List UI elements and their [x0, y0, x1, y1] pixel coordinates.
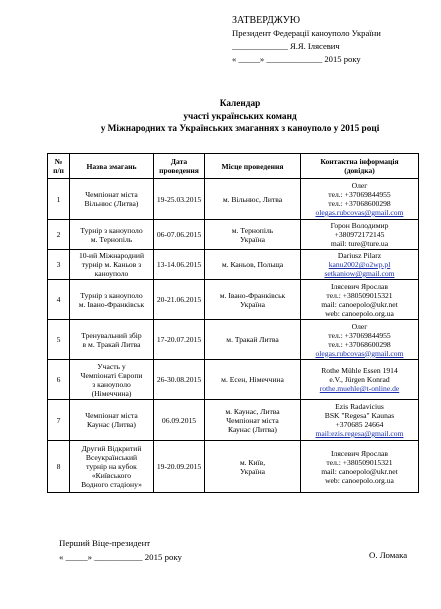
text-line: м. Київ,	[239, 457, 266, 467]
text-line: тел.: +37068600298	[328, 339, 391, 349]
row-contact	[301, 441, 419, 493]
text-line: з каноуполо	[92, 379, 131, 389]
row-contact	[301, 179, 419, 220]
text-line: турнір м. Каньов з	[81, 260, 142, 269]
text-line: Дата	[170, 157, 188, 166]
text-line: тел.: +380509015321	[326, 457, 393, 467]
row-num: 7	[48, 400, 70, 441]
header-date	[154, 154, 205, 179]
text-line: тел.: +37068600298	[328, 199, 391, 208]
text-line: м. Каунас, Литва	[225, 406, 280, 416]
email-link[interactable]: kanu2002@o2wp.pl	[328, 260, 391, 269]
approval-position: Президент Федерації каноуполо України	[232, 28, 381, 38]
text-line: Участь у	[97, 361, 126, 371]
text-line: тел.: +380509015321	[326, 290, 393, 300]
approval-heading: ЗАТВЕРДЖУЮ	[232, 15, 301, 26]
text-line: +380972172145	[334, 230, 385, 239]
email-link[interactable]: mail:ezis.regesa@gmail.com	[315, 429, 404, 438]
document-title	[30, 98, 441, 136]
email-link[interactable]: olegas.rubcovas@gmail.com	[315, 348, 404, 358]
row-date: 19-20.09.2015	[154, 441, 205, 493]
table-row	[48, 220, 419, 250]
row-contact	[301, 250, 419, 280]
text-line: турнір на кубок	[86, 462, 137, 471]
text-line: Каунас (Литва)	[228, 424, 277, 434]
row-place	[205, 280, 301, 320]
row-date: 06.09.2015	[154, 400, 205, 441]
text-line: Україна	[239, 234, 266, 244]
text-line: м. Тернопіль	[90, 234, 133, 244]
text-line: Тренувальний збір	[81, 330, 142, 340]
email-link[interactable]: mail: canoepolo@ukr.net	[321, 299, 398, 309]
row-contact	[301, 360, 419, 400]
calendar-table	[47, 153, 419, 493]
email-link[interactable]: mail: canoepolo@ukr.net	[321, 466, 398, 476]
row-contact	[301, 400, 419, 441]
footer-signature: О. Ломака	[369, 550, 408, 560]
approval-block	[232, 14, 381, 66]
text-line: п/п	[53, 166, 64, 175]
row-num: 3	[48, 250, 70, 280]
table-row	[48, 179, 419, 220]
table-row	[48, 280, 419, 320]
row-date: 06-07.06.2015	[154, 220, 205, 250]
text-line: тел.: +37069844955	[328, 190, 391, 199]
table-row	[48, 360, 419, 400]
header-contact	[301, 154, 419, 179]
text-line: mail: ture@ture.ua	[330, 239, 389, 248]
text-line: Горон Володимир	[330, 221, 389, 230]
row-name	[70, 400, 154, 441]
text-line: Україна	[239, 299, 266, 309]
row-place	[205, 320, 301, 360]
header-name	[70, 154, 154, 179]
table-row	[48, 320, 419, 360]
approval-signature-line: _____________ Я.Я. Ілясевич	[232, 41, 340, 51]
text-line: Водного стадіону»	[81, 480, 142, 489]
text-line: Олег	[351, 321, 368, 331]
row-place	[205, 360, 301, 400]
text-line: Dariusz Pilarz	[337, 251, 382, 260]
email-link[interactable]: olegas.rubcovas@gmail.com	[315, 208, 404, 217]
row-name	[70, 250, 154, 280]
row-date: 13-14.06.2015	[154, 250, 205, 280]
text-line: тел.: +37069844955	[328, 330, 391, 340]
row-contact	[301, 320, 419, 360]
row-place	[205, 179, 301, 220]
footer-block	[59, 536, 182, 564]
text-line: Rothe Mühle Essen 1914	[321, 366, 398, 375]
table-header-row	[48, 154, 419, 179]
row-name	[70, 179, 154, 220]
row-name	[70, 220, 154, 250]
row-date: 26-30.08.2015	[154, 360, 205, 400]
row-contact	[301, 280, 419, 320]
text-line: (довідка)	[344, 166, 375, 175]
text-line: м. Тракай Литва	[226, 335, 279, 344]
text-line: м. Вільнюс, Литва	[222, 194, 283, 204]
text-line: Чемпіонаті Європи	[80, 370, 143, 380]
row-name	[70, 320, 154, 360]
web-link[interactable]: web: canoepolo.org.ua	[325, 308, 394, 318]
text-line: Всеукраїнський	[85, 453, 138, 462]
row-date: 19-25.03.2015	[154, 179, 205, 220]
row-contact	[301, 220, 419, 250]
title-line-1: Календар	[219, 99, 261, 109]
row-num: 2	[48, 220, 70, 250]
email-link-2[interactable]: setkaniow@gmail.com	[324, 269, 395, 278]
text-line: Турнір з каноуполо	[80, 225, 143, 235]
row-place	[205, 250, 301, 280]
row-place	[205, 400, 301, 441]
table-row	[48, 400, 419, 441]
row-name	[70, 360, 154, 400]
text-line: Контактна інформація	[320, 157, 399, 166]
row-num: 8	[48, 441, 70, 493]
text-line: Назва змагань	[86, 161, 137, 171]
text-line: «Київського	[91, 471, 132, 480]
title-line-2: участі українських команд	[183, 111, 297, 122]
text-line: BSK "Regesa" Kaunas	[324, 411, 395, 420]
text-line: Олег	[351, 181, 368, 190]
text-line: (Німеччина)	[91, 388, 132, 398]
footer-role: Перший Віце-президент	[59, 538, 151, 548]
text-line: +370685 24664	[335, 420, 384, 429]
approval-date-line: « _____» _____________ 2015 року	[232, 54, 361, 64]
text-line: Україна	[239, 466, 266, 476]
text-line: Чемпіонат міста	[85, 190, 138, 199]
text-line: Ezis Radavicius	[335, 402, 384, 411]
row-name	[70, 280, 154, 320]
text-line: м. Івано-Франківськ	[219, 290, 286, 300]
text-line: №	[54, 157, 63, 166]
text-line: Ілясевич Ярослав	[331, 281, 388, 291]
row-num: 6	[48, 360, 70, 400]
text-line: м. Тернопіль	[231, 225, 274, 235]
title-line-3: у Міжнародних та Українських змаганнях з каноуполо у 2015 році	[100, 124, 380, 134]
text-line: м. Каньов, Польща	[221, 260, 284, 269]
text-line: Вільнюс (Литва)	[84, 199, 139, 208]
table-row	[48, 250, 419, 280]
row-name	[70, 441, 154, 493]
row-place	[205, 220, 301, 250]
text-line: 10-ий Міжнародний	[78, 251, 145, 260]
text-line: Турнір з каноуполо	[80, 290, 143, 300]
web-link[interactable]: web: canoepolo.org.ua	[325, 475, 394, 485]
text-line: Другий Відкритий	[81, 444, 142, 453]
text-line: e.V., Jürgen Konrad	[329, 375, 390, 384]
footer-date-line: « _____» ___________ 2015 року	[59, 552, 182, 562]
row-date: 17-20.07.2015	[154, 320, 205, 360]
text-line: м. Івано-Франківськ	[78, 299, 145, 309]
row-date: 20-21.06.2015	[154, 280, 205, 320]
text-line: Місце проведення	[221, 161, 284, 171]
text-line: Чемпіонат міста	[85, 411, 138, 420]
text-line: Ілясевич Ярослав	[331, 448, 388, 458]
row-place	[205, 441, 301, 493]
table-row	[48, 441, 419, 493]
row-num: 1	[48, 179, 70, 220]
row-num: 5	[48, 320, 70, 360]
text-line: в м. Тракай Литва	[82, 339, 141, 349]
text-line: проведення	[159, 166, 199, 175]
text-line: каноуполо	[94, 269, 129, 278]
text-line: Каунас (Литва)	[87, 420, 136, 429]
header-place	[205, 154, 301, 179]
text-line: м. Есен, Німеччина	[221, 375, 284, 384]
header-num	[48, 154, 70, 179]
row-num: 4	[48, 280, 70, 320]
email-link[interactable]: rothe.muehle@t-online.de	[319, 384, 400, 393]
text-line: Чемпіонат міста	[226, 415, 279, 425]
